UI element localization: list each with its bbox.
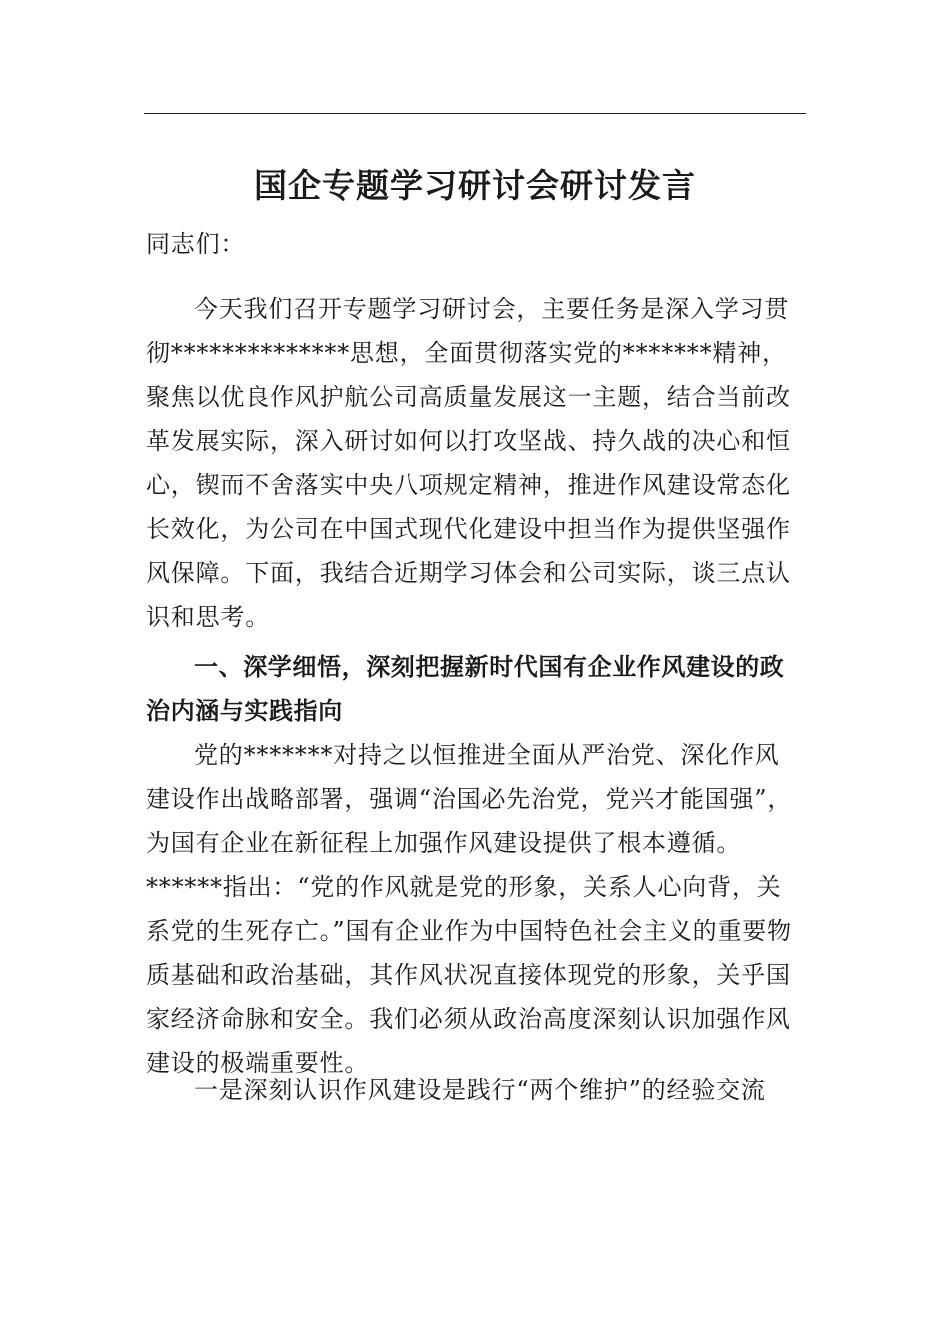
- salutation: 同志们：: [146, 230, 246, 258]
- header-rule: [144, 113, 806, 114]
- paragraph-point-1: 一是深刻认识作风建设是践行“两个维护”的经验交流: [194, 1076, 766, 1104]
- paragraph-section-1: 党的*******对持之以恒推进全面从严治党、深化作风建设作出战略部署，强调“治国必先治党，党兴才能国强”，为国有企业在新征程上加强作风建设提供了根本遵循。******指出：“党的作风就是党的形象，关系人心向背，关系党的生死存亡。”国有企业作为中国特色社会主义的重要物质基础和政治基础，其作风状况直接体现党的形象，关乎国家经济命脉和安全。我们必须从政治高度深刻认识加强作风建设的极端重要性。: [146, 741, 793, 1077]
- paragraph-intro: 今天我们召开专题学习研讨会，主要任务是深入学习贯彻**************思想，全面贯彻落实党的*******精神，聚焦以优良作风护航公司高质量发展这一主题，结合当前改革发展实际，深入研讨如何以打攻坚战、持久战的决心和恒心，锲而不舍落实中央八项规定精神，推进作风建设常态化长效化，为公司在中国式现代化建设中担当作为提供坚强作风保障。下面，我结合近期学习体会和公司实际，谈三点认识和思考。: [146, 295, 791, 631]
- section-heading-1: 一、深学细悟，深刻把握新时代国有企业作风建设的政治内涵与实践指向: [146, 653, 785, 725]
- document-title: 国企专题学习研讨会研讨发言: [254, 166, 696, 205]
